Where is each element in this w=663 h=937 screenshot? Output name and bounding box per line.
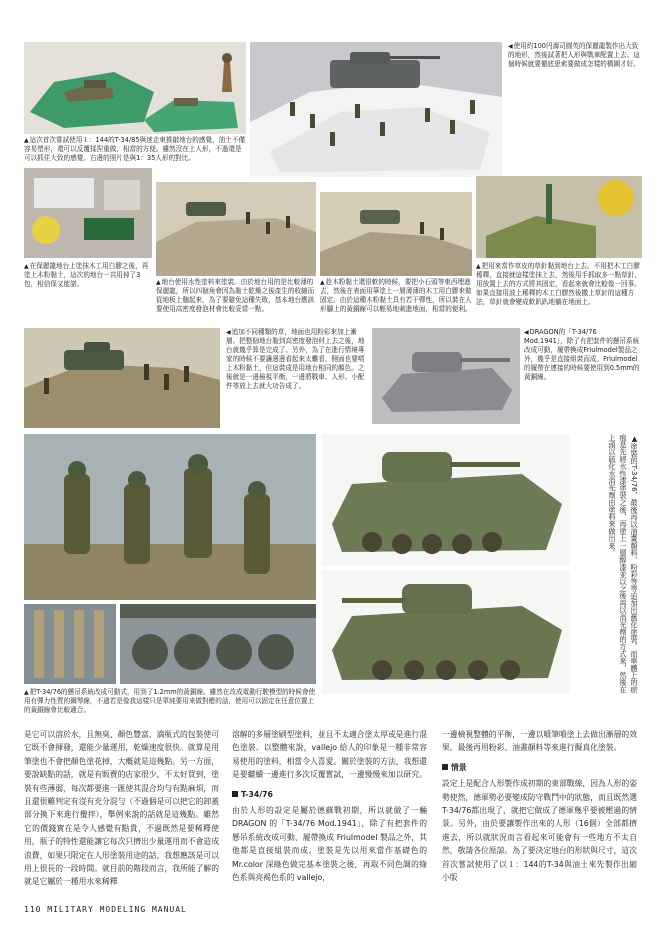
page-footer: 110 MILITARY MODELING MANUAL — [24, 905, 187, 914]
caption-finished-diorama: ◀追加不同種類的草，地面也用粉彩來加上漸層。把整個地台黏到高密度發泡材上去之後，地台就幾乎算是完成了。另外，為了在進行情境專家的時候不要讓邊邊看起來太難看，側面也要噴上木粉黏土，但這裝成是用地台相同的顏色。之後就是一邊檢視平衡，一邊將戰車、人形、小配件等放上去就大功告成了。 — [226, 328, 365, 390]
photo-green-tank-side — [322, 570, 570, 694]
photo-painted-base — [156, 182, 316, 276]
photo-styrofoam-base — [250, 42, 502, 177]
photo-green-tank-top — [322, 434, 570, 566]
body-paragraph: 溶解的多層塗刷型塗料，並且不太適合塗太厚或是進行混色塗裝。以整體來說，vallejo 給人的印象是一種非常容易使用的塗料，相當令人喜愛。關於塗裝的方法，我想還是要繼續一邊進行多次反覆嘗試，一邊慢慢來加以研究。 — [232, 730, 427, 780]
caption-suspension: ▲把T-34/76的懸吊系統改成可動式，用到了1.2mm的黃銅線。雖然在改成電動行駛模型的時候會使用有彈力性質的鋼琴線，不過若是像我這樣只是單純要用來做對應的話，使用可以固定在任意位置上的黃銅線會比較適合。 — [24, 688, 316, 714]
body-paragraph: 由於人形的設定是屬於德蘇戰初期，所以就做了一輛 DRAGON 的「T-34/76 Mod.1941」，除了有把套件的懸吊系統改成可動、履帶換成 Friulmodel 製品之外，其他都是直接組裝而成。塗裝是先以用來當作基礎色的 Mr.color 深綠色做完基本塗裝之後，再取不同色調的綠色系與亮褐色系的 vallejo， — [232, 806, 427, 883]
body-column-1 — [24, 728, 219, 889]
triangle-marker-icon: ◀ — [226, 329, 231, 336]
photo-wheels-tracks — [120, 604, 316, 684]
triangle-marker-icon: ◀ — [508, 43, 513, 50]
caption-painted-base: ▲地台使用水性塗料來塗裝。由於地台用的是比較薄的保麗龍，所以四個角會因為黏土乾燥之後產生的收縮而從地板上翹起來，為了要避免這種失敗，基本地台應該要使用高密度發泡材會比較妥當一點。 — [156, 278, 315, 313]
photo-finished-diorama — [24, 328, 220, 428]
section-heading-scene: 情景 — [442, 761, 637, 774]
triangle-marker-icon: ▲ — [476, 263, 481, 270]
square-bullet-icon — [442, 764, 448, 770]
body-paragraph: 設定上是配合人形製作成初期的東部戰線，因為人形的姿勢使然，德軍勢必要變成防守戰鬥中的狀態，而且既然選 T-34/76都出現了，就把它做成了德軍幾乎要被壓過的情景。另外，由於要讓製作出來的人形（16個）全部都擠進去，所以就狀況而言看起來可能會有一些地方不太自然，敬請各位原諒。為了要決定地台的形狀與尺寸，這次首次嘗試使用了以１：144的T-34與油土來先製作出縮小版 — [442, 779, 637, 883]
caption-styrofoam-base: ◀使用約100円壽司圓英的保麗龍製作出大致的地形，然後試著把人形與戰車配置上去。這個時候就要徹底思索要做成怎樣的構圖才好。 — [508, 42, 640, 68]
body-column-2 — [232, 728, 427, 884]
photo-sand-base — [320, 192, 472, 276]
photo-paint-materials — [24, 168, 152, 258]
caption-grass-application: ▲把用來當作草皮的草針黏到地台上去。不用把木工白膠稀釋，直接就這樣塗抹上去，然後用手抓取多一點草針，用放置上去的方式將其固定，看起來就會比較像一回事。如果直接用波上稀釋的木工白膠然後撒上草針的這種方法，草針就會變成軟趴趴地躺在地面上。 — [476, 262, 641, 306]
caption-painted-tank-vertical: ▲塗裝的T-34/76，最後再以油畫顏料、粉彩等等追加出舊化塗裝。而車體上的瘀痕是先將水性漆塗裝之後，再塗上一層醇漆並以之後再以消光劑的方式來，然後在上頭以硫化水消光劑由塗料來做出來。 — [608, 434, 639, 694]
triangle-marker-icon: ◀ — [524, 329, 529, 336]
photo-clay-mockup — [24, 42, 246, 134]
body-paragraph: 是它可以溶於水，且無臭、顏色豐富、滴瓶式的包裝使可它既不會揮發，還能少量運用，乾燥速度很快。就算是用筆塗也不會把顏色塗花掉，大概就是這幾點。另一方面，要說缺點的話，就是有販賣的店家很少，不太好買到，塗裝有些薄弱，每次都要進一匯使其混合均勻有點麻煩，而且還很難判定有沒有充分混勻（不過個是可以把它的卸蓋部分換下來進行攪拌），舉例來說的話就是這幾點。雖然它的價錢實在是令人感覺有點貴，不過既然是要稀釋使用，瓶子的特性還能讓它每次只擠出少量運用而不會造成浪費，如果只限定在人形塗裝用途的話，我想應該是可以用上很長的一段時間。就目前的階段而言，我所能了解的就是它屬於一種用水來稀釋 — [24, 730, 219, 887]
photo-grey-tank — [372, 328, 520, 424]
caption-sand-base: ▲趁木粉黏土還很軟的時候，要把小石頭等東西埋進去，然後在表面用筆塗上一層薄薄的木工用白膠來做固定。由於這種木粉黏土具有若干彈性，所以裝在人形腳上的黃銅線可以輕易地刺進地面，相當的便利。 — [320, 278, 472, 313]
caption-paint-materials: ▲在保麗龍地台上塗抹木工用白膠之後，再塗上木粉黏土，這次的地台一共用掉了3包，相信保又能諾。 — [24, 262, 149, 288]
triangle-marker-icon: ▲ — [320, 279, 325, 286]
caption-grey-tank: ◀DRAGON的「T-34/76 Mod.1941」，除了有把套件的懸吊系統改成可動，履帶換成Friulmodel製品之外，幾乎是直接組裝而成。Friulmodel的履帶在連接的時候要使用到0.5mm的黃銅線。 — [524, 328, 640, 381]
triangle-marker-icon: ▲ — [156, 279, 161, 286]
body-column-3 — [442, 728, 637, 884]
triangle-marker-icon: ▲ — [24, 137, 29, 144]
photo-grass-application — [476, 176, 642, 258]
square-bullet-icon — [232, 791, 238, 797]
photo-figures-closeup — [24, 434, 316, 600]
caption-clay-mockup: ▲這次首次嘗試使用１：144的T-34/85與迷走東推敲地台的感覺，油土不僅容易塑形，還可以反覆揉捏重做，相當的方便。雖然沒在上人形，不過還是可以抓住大致的感覺。右邊的照片是與1：35人形的對比。 — [24, 136, 246, 162]
photo-suspension-parts — [24, 604, 116, 684]
triangle-marker-icon: ▲ — [24, 689, 29, 696]
triangle-marker-icon: ▲ — [24, 263, 29, 270]
body-paragraph: 一邊檢視整體的平衡，一邊以噴筆噴塗上去做出漸層的效果。最後再用粉彩、油畫顏料等來進行擬真化塗裝。 — [442, 730, 637, 753]
triangle-marker-icon: ▲ — [630, 434, 639, 443]
section-heading-t34: T-34/76 — [232, 788, 427, 801]
